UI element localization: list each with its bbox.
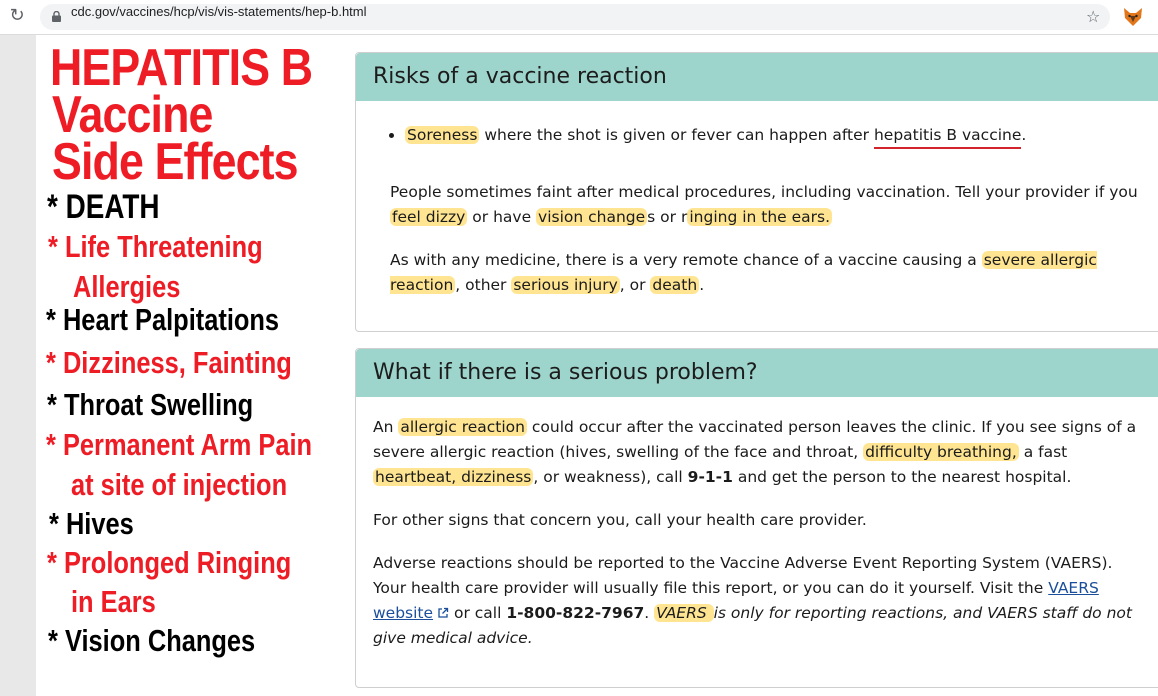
link-label[interactable]: VAERS website: [373, 579, 1099, 622]
highlight-allergic-reaction: allergic reaction: [400, 418, 525, 436]
other-signs-paragraph: For other signs that concern you, call your health care provider.: [373, 511, 867, 529]
text-run: or have: [467, 208, 537, 226]
bookmark-star-icon[interactable]: ☆: [1086, 7, 1101, 26]
highlight-death: death: [652, 276, 698, 294]
meme-item-vision-changes: * Vision Changes: [48, 623, 256, 658]
lock-icon: [52, 11, 61, 22]
text-run: .: [644, 604, 655, 622]
risks-panel-title: Risks of a vaccine reaction: [356, 53, 1158, 101]
meme-item-death: * DEATH: [47, 188, 160, 226]
meme-item-arm-pain: * Permanent Arm Pain: [46, 427, 313, 462]
external-link-icon[interactable]: [437, 607, 449, 619]
meme-title-line-1: HEPATITIS B: [50, 39, 313, 97]
emergency-number: 9-1-1: [687, 468, 733, 486]
text-run: , or: [619, 276, 651, 294]
text-run: People sometimes faint after medical procedures, including vaccination. Tell your provider if you: [390, 183, 1138, 201]
highlight-difficulty-breathing: difficulty breathing,: [865, 443, 1017, 461]
meme-overlay: [36, 35, 352, 696]
highlight-feel-dizzy: feel dizzy: [392, 208, 466, 226]
address-bar[interactable]: [40, 4, 1110, 30]
text-run: is only for reporting reactions, and VAERS staff do not give medical advice.: [373, 604, 1132, 647]
highlight-vaers: VAERS: [656, 604, 712, 622]
meme-title-line-2: Vaccine: [52, 86, 213, 144]
meme-item-heart-palpitations: * Heart Palpitations: [46, 302, 280, 337]
text-run: Adverse reactions should be reported to the Vaccine Adverse Event Reporting System (VAERS). Your health care provider will usually file this report, or you can do it yourself. Visit the: [373, 554, 1113, 597]
highlight-heartbeat-dizziness: heartbeat, dizziness: [375, 468, 532, 486]
meme-title-line-3: Side Effects: [52, 133, 298, 191]
highlight-ringing-ears: inging in the ears.: [689, 208, 831, 226]
highlight-serious-injury: serious injury: [513, 276, 618, 294]
text-run: .: [1021, 126, 1027, 144]
vaers-phone-number: 1-800-822-7967: [506, 604, 645, 622]
left-margin: [0, 35, 36, 696]
meme-item-throat-swelling: * Throat Swelling: [47, 387, 254, 422]
text-run: s or r: [647, 208, 688, 226]
allergic-risk-paragraph: [390, 248, 1140, 298]
meme-item-allergies: Allergies: [73, 269, 181, 304]
highlight-vision-changes: vision change: [538, 208, 646, 226]
risks-list: [390, 123, 1158, 148]
highlight-soreness: Soreness: [407, 126, 478, 144]
text-run: where the shot is given or fever can happen after: [479, 126, 874, 144]
text-run: As with any medicine, there is a very remote chance of a vaccine causing a: [390, 251, 982, 269]
meme-item-in-ears: in Ears: [71, 584, 156, 619]
meme-item-life-threatening: * Life Threatening: [48, 229, 263, 264]
serious-problem-panel-title: What if there is a serious problem?: [356, 349, 1158, 397]
text-run: and get the person to the nearest hospital.: [732, 468, 1072, 486]
reload-icon[interactable]: ↻: [9, 5, 25, 26]
vaers-paragraph: [373, 551, 1143, 651]
underlined-hepatitis-b-vaccine: hepatitis B vaccine: [874, 126, 1021, 149]
highlight-severe-allergic-reaction: severe allergic reaction: [390, 251, 1097, 294]
list-item: [405, 123, 1158, 148]
fainting-paragraph: [390, 180, 1140, 230]
browser-toolbar: [0, 0, 1158, 35]
fox-extension-icon[interactable]: [1122, 6, 1144, 28]
serious-problem-panel: [355, 348, 1158, 688]
allergic-reaction-paragraph: [373, 415, 1143, 490]
page-content: [0, 35, 1158, 696]
url-text[interactable]: cdc.gov/vaccines/hcp/vis/vis-statements/hep-b.html: [71, 4, 367, 19]
meme-item-ringing: * Prolonged Ringing: [47, 545, 292, 580]
meme-item-injection-site: at site of injection: [71, 467, 288, 502]
text-run: could occur after the vaccinated person leaves the clinic. If you see signs of a severe allergic reaction (hives, swelling of the face and throat,: [373, 418, 1137, 461]
risks-panel: [355, 52, 1158, 332]
meme-item-dizziness: * Dizziness, Fainting: [46, 345, 292, 380]
text-run: , other: [455, 276, 512, 294]
text-run: or call: [449, 604, 507, 622]
text-run: .: [699, 276, 705, 294]
text-run: An: [373, 418, 399, 436]
text-run: , or weakness), call: [533, 468, 688, 486]
meme-item-hives: * Hives: [49, 506, 134, 541]
text-run: a fast: [1018, 443, 1068, 461]
